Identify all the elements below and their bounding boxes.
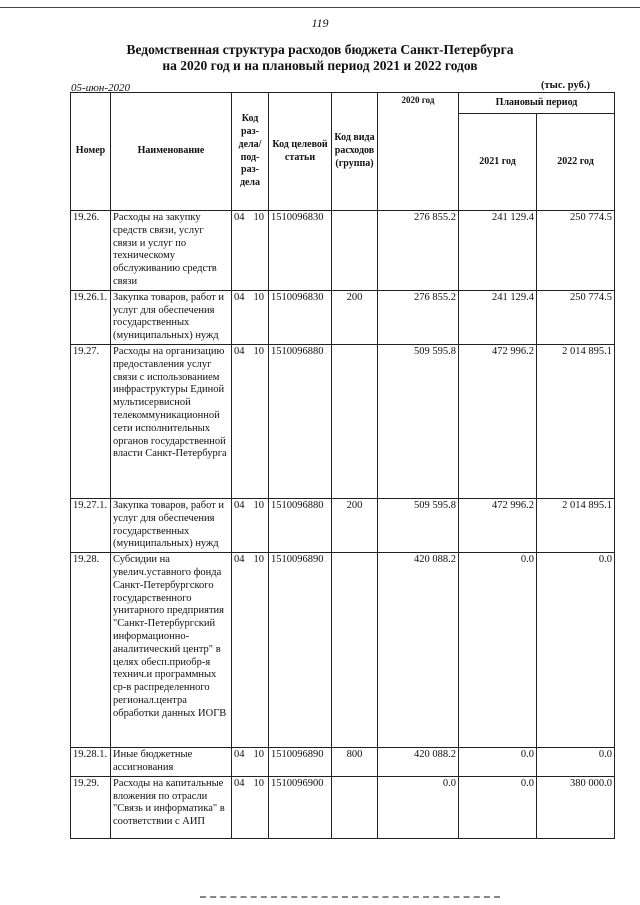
budget-table	[70, 92, 615, 839]
table-row	[71, 290, 615, 344]
header-number: Номер	[71, 93, 111, 211]
header-target-code: Код целевой статьи	[269, 93, 332, 211]
row-amount-2022: 0.0	[537, 553, 615, 748]
subsection-code: 10	[253, 212, 264, 223]
subsection-code: 10	[253, 749, 264, 761]
header-2021: 2021 год	[459, 114, 537, 211]
row-amount-2022: 0.0	[537, 748, 615, 777]
table-row	[71, 553, 615, 748]
row-amount-2020: 420 088.2	[378, 553, 459, 748]
row-name: Расходы на закупку средств связи, услуг связи и услуг по техническому обслуживанию средств связи	[111, 211, 232, 291]
row-section-code	[232, 211, 269, 291]
units-label: (тыс. руб.)	[541, 80, 590, 91]
row-amount-2021: 0.0	[459, 776, 537, 838]
row-name: Иные бюджетные ассигнования	[111, 748, 232, 777]
row-target-code: 1510096900	[269, 776, 332, 838]
header-name: Наименование	[111, 93, 232, 211]
row-number: 19.27.1.	[71, 498, 111, 552]
section-code: 04	[234, 777, 245, 789]
row-section-code	[232, 344, 269, 498]
header-expense-type: Код вида расходов (группа)	[332, 93, 378, 211]
row-amount-2022: 380 000.0	[537, 776, 615, 838]
row-section-code	[232, 498, 269, 552]
row-section-code	[232, 290, 269, 344]
row-target-code: 1510096830	[269, 290, 332, 344]
row-amount-2020: 509 595.8	[378, 344, 459, 498]
row-target-code: 1510096880	[269, 344, 332, 498]
table-row	[71, 498, 615, 552]
row-section-code	[232, 776, 269, 838]
row-amount-2021: 472 996.2	[459, 344, 537, 498]
row-name: Расходы на организацию предоставления услуг связи с использованием инфраструктуры Единой мультисервисной телекоммуникационной сети исполнительных органов государственной власти Санкт-Петербурга	[111, 344, 232, 498]
header-section-code: Код раз-дела/ под-раз-дела	[232, 93, 269, 211]
row-amount-2021: 0.0	[459, 553, 537, 748]
row-name: Закупка товаров, работ и услуг для обеспечения государственных (муниципальных) нужд	[111, 290, 232, 344]
row-expense-type	[332, 211, 378, 291]
row-target-code: 1510096880	[269, 498, 332, 552]
subsection-code: 10	[253, 554, 264, 566]
row-amount-2022: 2 014 895.1	[537, 498, 615, 552]
row-expense-type: 200	[332, 498, 378, 552]
row-amount-2022: 2 014 895.1	[537, 344, 615, 498]
row-expense-type	[332, 776, 378, 838]
row-amount-2020: 509 595.8	[378, 498, 459, 552]
header-2022: 2022 год	[537, 114, 615, 211]
row-expense-type	[332, 553, 378, 748]
row-number: 19.28.1.	[71, 748, 111, 777]
subsection-code: 10	[253, 345, 264, 357]
row-amount-2022: 250 774.5	[537, 211, 615, 291]
row-number: 19.28.	[71, 553, 111, 748]
row-target-code: 1510096890	[269, 748, 332, 777]
row-amount-2020: 0.0	[378, 776, 459, 838]
section-code: 04	[234, 212, 245, 223]
row-amount-2020: 420 088.2	[378, 748, 459, 777]
page-title	[0, 42, 640, 74]
subsection-code: 10	[253, 777, 264, 789]
table-row	[71, 344, 615, 498]
subsection-code: 10	[253, 499, 264, 511]
row-amount-2020: 276 855.2	[378, 211, 459, 291]
header-2020: 2020 год	[378, 93, 459, 211]
row-target-code: 1510096830	[269, 211, 332, 291]
table-row	[71, 776, 615, 838]
row-amount-2021: 472 996.2	[459, 498, 537, 552]
footer-marks	[200, 896, 500, 902]
subsection-code: 10	[253, 291, 264, 303]
row-name: Закупка товаров, работ и услуг для обеспечения государственных (муниципальных) нужд	[111, 498, 232, 552]
header-plan-period: Плановый период	[459, 93, 615, 114]
row-number: 19.26.1.	[71, 290, 111, 344]
row-section-code	[232, 748, 269, 777]
row-amount-2021: 241 129.4	[459, 211, 537, 291]
row-expense-type	[332, 344, 378, 498]
row-target-code: 1510096890	[269, 553, 332, 748]
section-code: 04	[234, 291, 245, 303]
title-line-2: на 2020 год и на плановый период 2021 и 2022 годов	[162, 58, 478, 73]
row-number: 19.26.	[71, 211, 111, 291]
title-line-1: Ведомственная структура расходов бюджета Санкт-Петербурга	[126, 42, 514, 57]
row-amount-2021: 241 129.4	[459, 290, 537, 344]
top-rule	[0, 7, 640, 8]
page-number: 119	[311, 16, 329, 30]
section-code: 04	[234, 499, 245, 511]
document-date: 05-июн-2020	[71, 82, 131, 94]
table-row	[71, 748, 615, 777]
row-number: 19.29.	[71, 776, 111, 838]
section-code: 04	[234, 749, 245, 761]
section-code: 04	[234, 345, 245, 357]
table-row	[71, 211, 615, 291]
row-amount-2021: 0.0	[459, 748, 537, 777]
row-section-code	[232, 553, 269, 748]
row-amount-2020: 276 855.2	[378, 290, 459, 344]
row-name: Расходы на капитальные вложения по отрасли "Связь и информатика" в соответствии с АИП	[111, 776, 232, 838]
section-code: 04	[234, 554, 245, 566]
row-amount-2022: 250 774.5	[537, 290, 615, 344]
row-name: Субсидии на увелич.уставного фонда Санкт-Петербургского государственного унитарного предприятия "Санкт-Петербургский информационно-аналитический центр" в целях обесп.приобр-я технич.и программных ср-в распределенного регионал.центра обработки данных ИОГВ	[111, 553, 232, 748]
row-expense-type: 800	[332, 748, 378, 777]
row-number: 19.27.	[71, 344, 111, 498]
row-expense-type: 200	[332, 290, 378, 344]
